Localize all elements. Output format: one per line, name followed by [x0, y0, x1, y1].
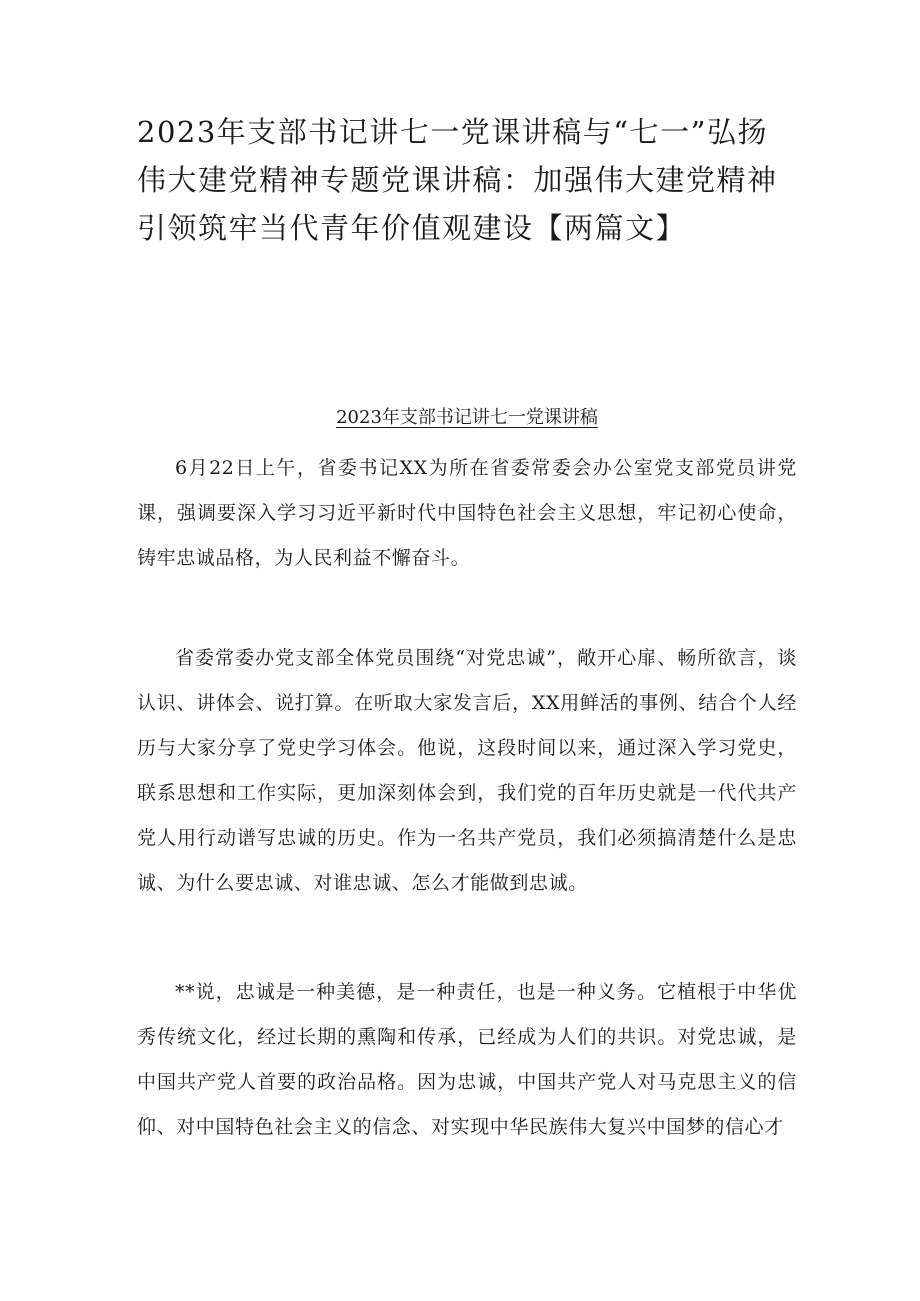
paragraph-2: 省委常委办党支部全体党员围绕“对党忠诚”，敞开心扉、畅所欲言，谈认识、讲体会、说打算。在听取大家发言后，XX用鲜活的事例、结合个人经历与大家分享了党史学习体会。他说，这段时间以来，通过深入学习党史，联系思想和工作实际，更加深刻体会到，我们党的百年历史就是一代代共产党人用行动谱写忠诚的历史。作为一名共产党员，我们必须搞清楚什么是忠诚、为什么要忠诚、对谁忠诚、怎么才能做到忠诚。	[137, 647, 797, 894]
document-title: 2023年支部书记讲七一党课讲稿与“七一”弘扬伟大建党精神专题党课讲稿：加强伟大建党精神引领筑牢当代青年价值观建设【两篇文】	[137, 115, 778, 245]
section-title: 2023年支部书记讲七一党课讲稿	[336, 407, 598, 428]
paragraph-3: **说，忠诚是一种美德，是一种责任，也是一种义务。它植根于中华优秀传统文化，经过长期的熏陶和传承，已经成为人们的共识。对党忠诚，是中国共产党人首要的政治品格。因为忠诚，中国共产党人对马克思主义的信仰、对中国特色社会主义的信念、对实现中华民族伟大复兴中国梦的信心才	[137, 981, 797, 1138]
paragraph-1: 6月22日上午，省委书记XX为所在省委常委会办公室党支部党员讲党课，强调要深入学习习近平新时代中国特色社会主义思想，牢记初心使命，铸牢忠诚品格，为人民利益不懈奋斗。	[137, 457, 797, 569]
